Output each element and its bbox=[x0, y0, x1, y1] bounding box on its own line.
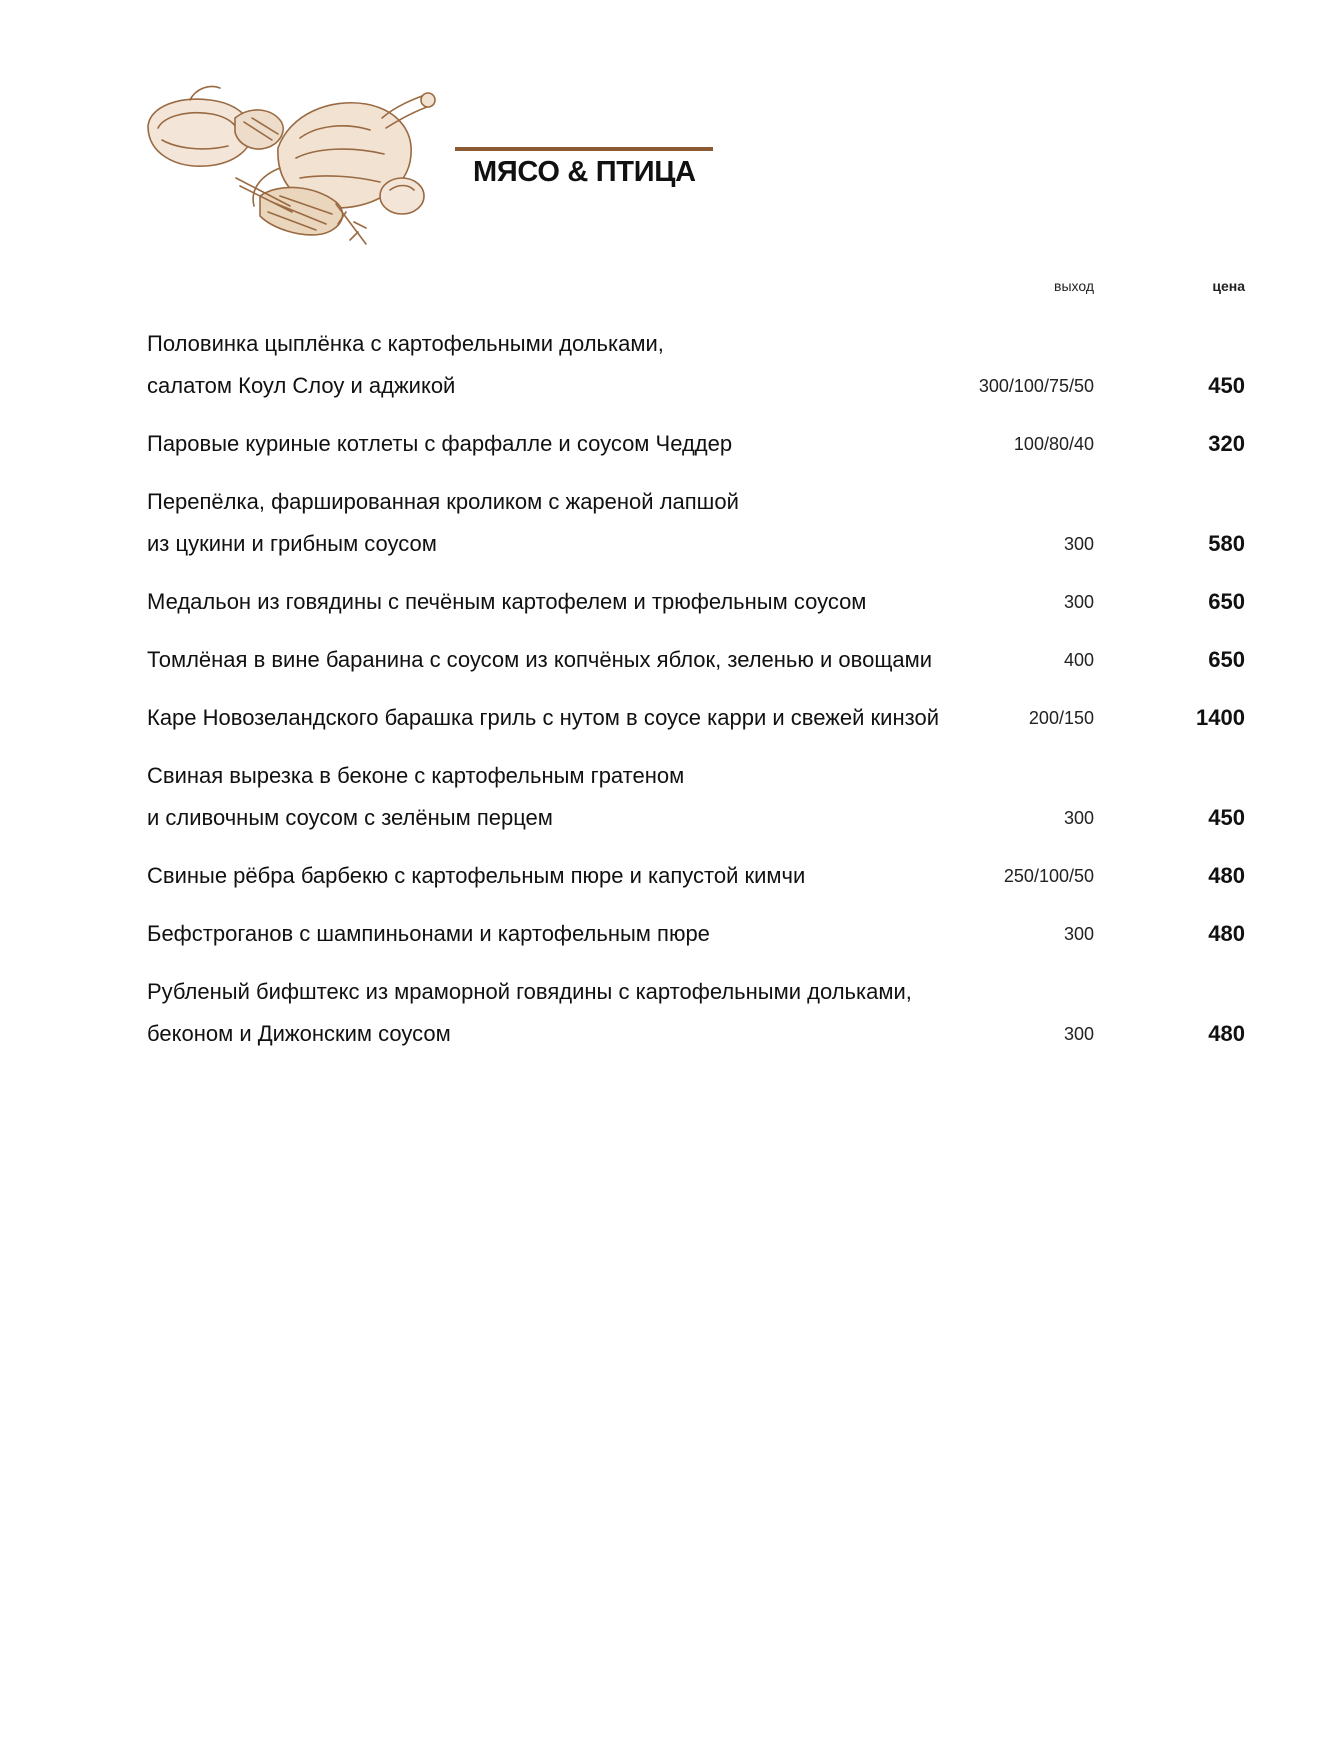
menu-item bbox=[147, 697, 1245, 739]
dish-name-line: салатом Коул Слоу и аджикой bbox=[147, 373, 456, 398]
dish-name-line: и сливочным соусом с зелёным перцем bbox=[147, 805, 553, 830]
dish-name-line: Паровые куриные котлеты с фарфалле и соусом Чеддер bbox=[147, 431, 733, 456]
dish-name-line: Рубленый бифштекс из мраморной говядины с картофельными дольками, bbox=[147, 979, 912, 1004]
section-title: МЯСО & ПТИЦА bbox=[473, 156, 696, 188]
dish-name-line: Каре Новозеландского барашка гриль с нутом в соусе карри и свежей кинзой bbox=[147, 705, 939, 730]
dish-price: 650 bbox=[1208, 647, 1245, 672]
dish-name-line: Медальон из говядины с печёным картофелем и трюфельным соусом bbox=[147, 589, 867, 614]
dish-price: 320 bbox=[1208, 431, 1245, 456]
dish-price: 480 bbox=[1208, 863, 1245, 888]
dish-price: 650 bbox=[1208, 589, 1245, 614]
dish-weight: 200/150 bbox=[1028, 708, 1094, 728]
menu-item bbox=[147, 581, 1245, 623]
dish-name-line: Томлёная в вине баранина с соусом из копчёных яблок, зеленью и овощами bbox=[147, 647, 933, 672]
dish-weight: 250/100/50 bbox=[1003, 866, 1094, 886]
dish-name-line: беконом и Дижонским соусом bbox=[147, 1021, 451, 1046]
menu-item bbox=[147, 855, 1245, 897]
dish-price: 580 bbox=[1208, 531, 1245, 556]
dish-price: 480 bbox=[1208, 1021, 1245, 1046]
dish-weight: 100/80/40 bbox=[1013, 434, 1094, 454]
menu-item bbox=[147, 423, 1245, 465]
dish-name-line: Свиная вырезка в беконе с картофельным гратеном bbox=[147, 763, 685, 788]
column-header-price: цена bbox=[1212, 278, 1245, 294]
dish-weight: 300 bbox=[1063, 924, 1094, 944]
menu-item bbox=[147, 755, 1245, 839]
dish-weight: 300 bbox=[1063, 592, 1094, 612]
dish-weight: 300/100/75/50 bbox=[978, 376, 1094, 396]
dish-weight: 300 bbox=[1063, 534, 1094, 554]
dish-name-line: Свиные рёбра барбекю с картофельным пюре и капустой кимчи bbox=[147, 863, 806, 888]
dish-name-line: из цукини и грибным соусом bbox=[147, 531, 437, 556]
dish-name-line: Перепёлка, фаршированная кроликом с жареной лапшой bbox=[147, 489, 739, 514]
title-underline bbox=[455, 147, 713, 151]
dish-price: 480 bbox=[1208, 921, 1245, 946]
menu-item bbox=[147, 481, 1245, 565]
menu-list bbox=[147, 323, 1245, 1071]
dish-weight: 300 bbox=[1063, 1024, 1094, 1044]
menu-item bbox=[147, 913, 1245, 955]
dish-name-line: Половинка цыплёнка с картофельными дольками, bbox=[147, 331, 664, 356]
dish-price: 1400 bbox=[1196, 705, 1245, 730]
meat-and-poultry-sketch-icon bbox=[140, 78, 460, 250]
column-header-weight: выход bbox=[1054, 278, 1094, 294]
dish-weight: 400 bbox=[1063, 650, 1094, 670]
menu-item bbox=[147, 323, 1245, 407]
dish-price: 450 bbox=[1208, 373, 1245, 398]
dish-name-line: Бефстроганов с шампиньонами и картофельным пюре bbox=[147, 921, 710, 946]
menu-item bbox=[147, 639, 1245, 681]
menu-item bbox=[147, 971, 1245, 1055]
dish-weight: 300 bbox=[1063, 808, 1094, 828]
dish-price: 450 bbox=[1208, 805, 1245, 830]
